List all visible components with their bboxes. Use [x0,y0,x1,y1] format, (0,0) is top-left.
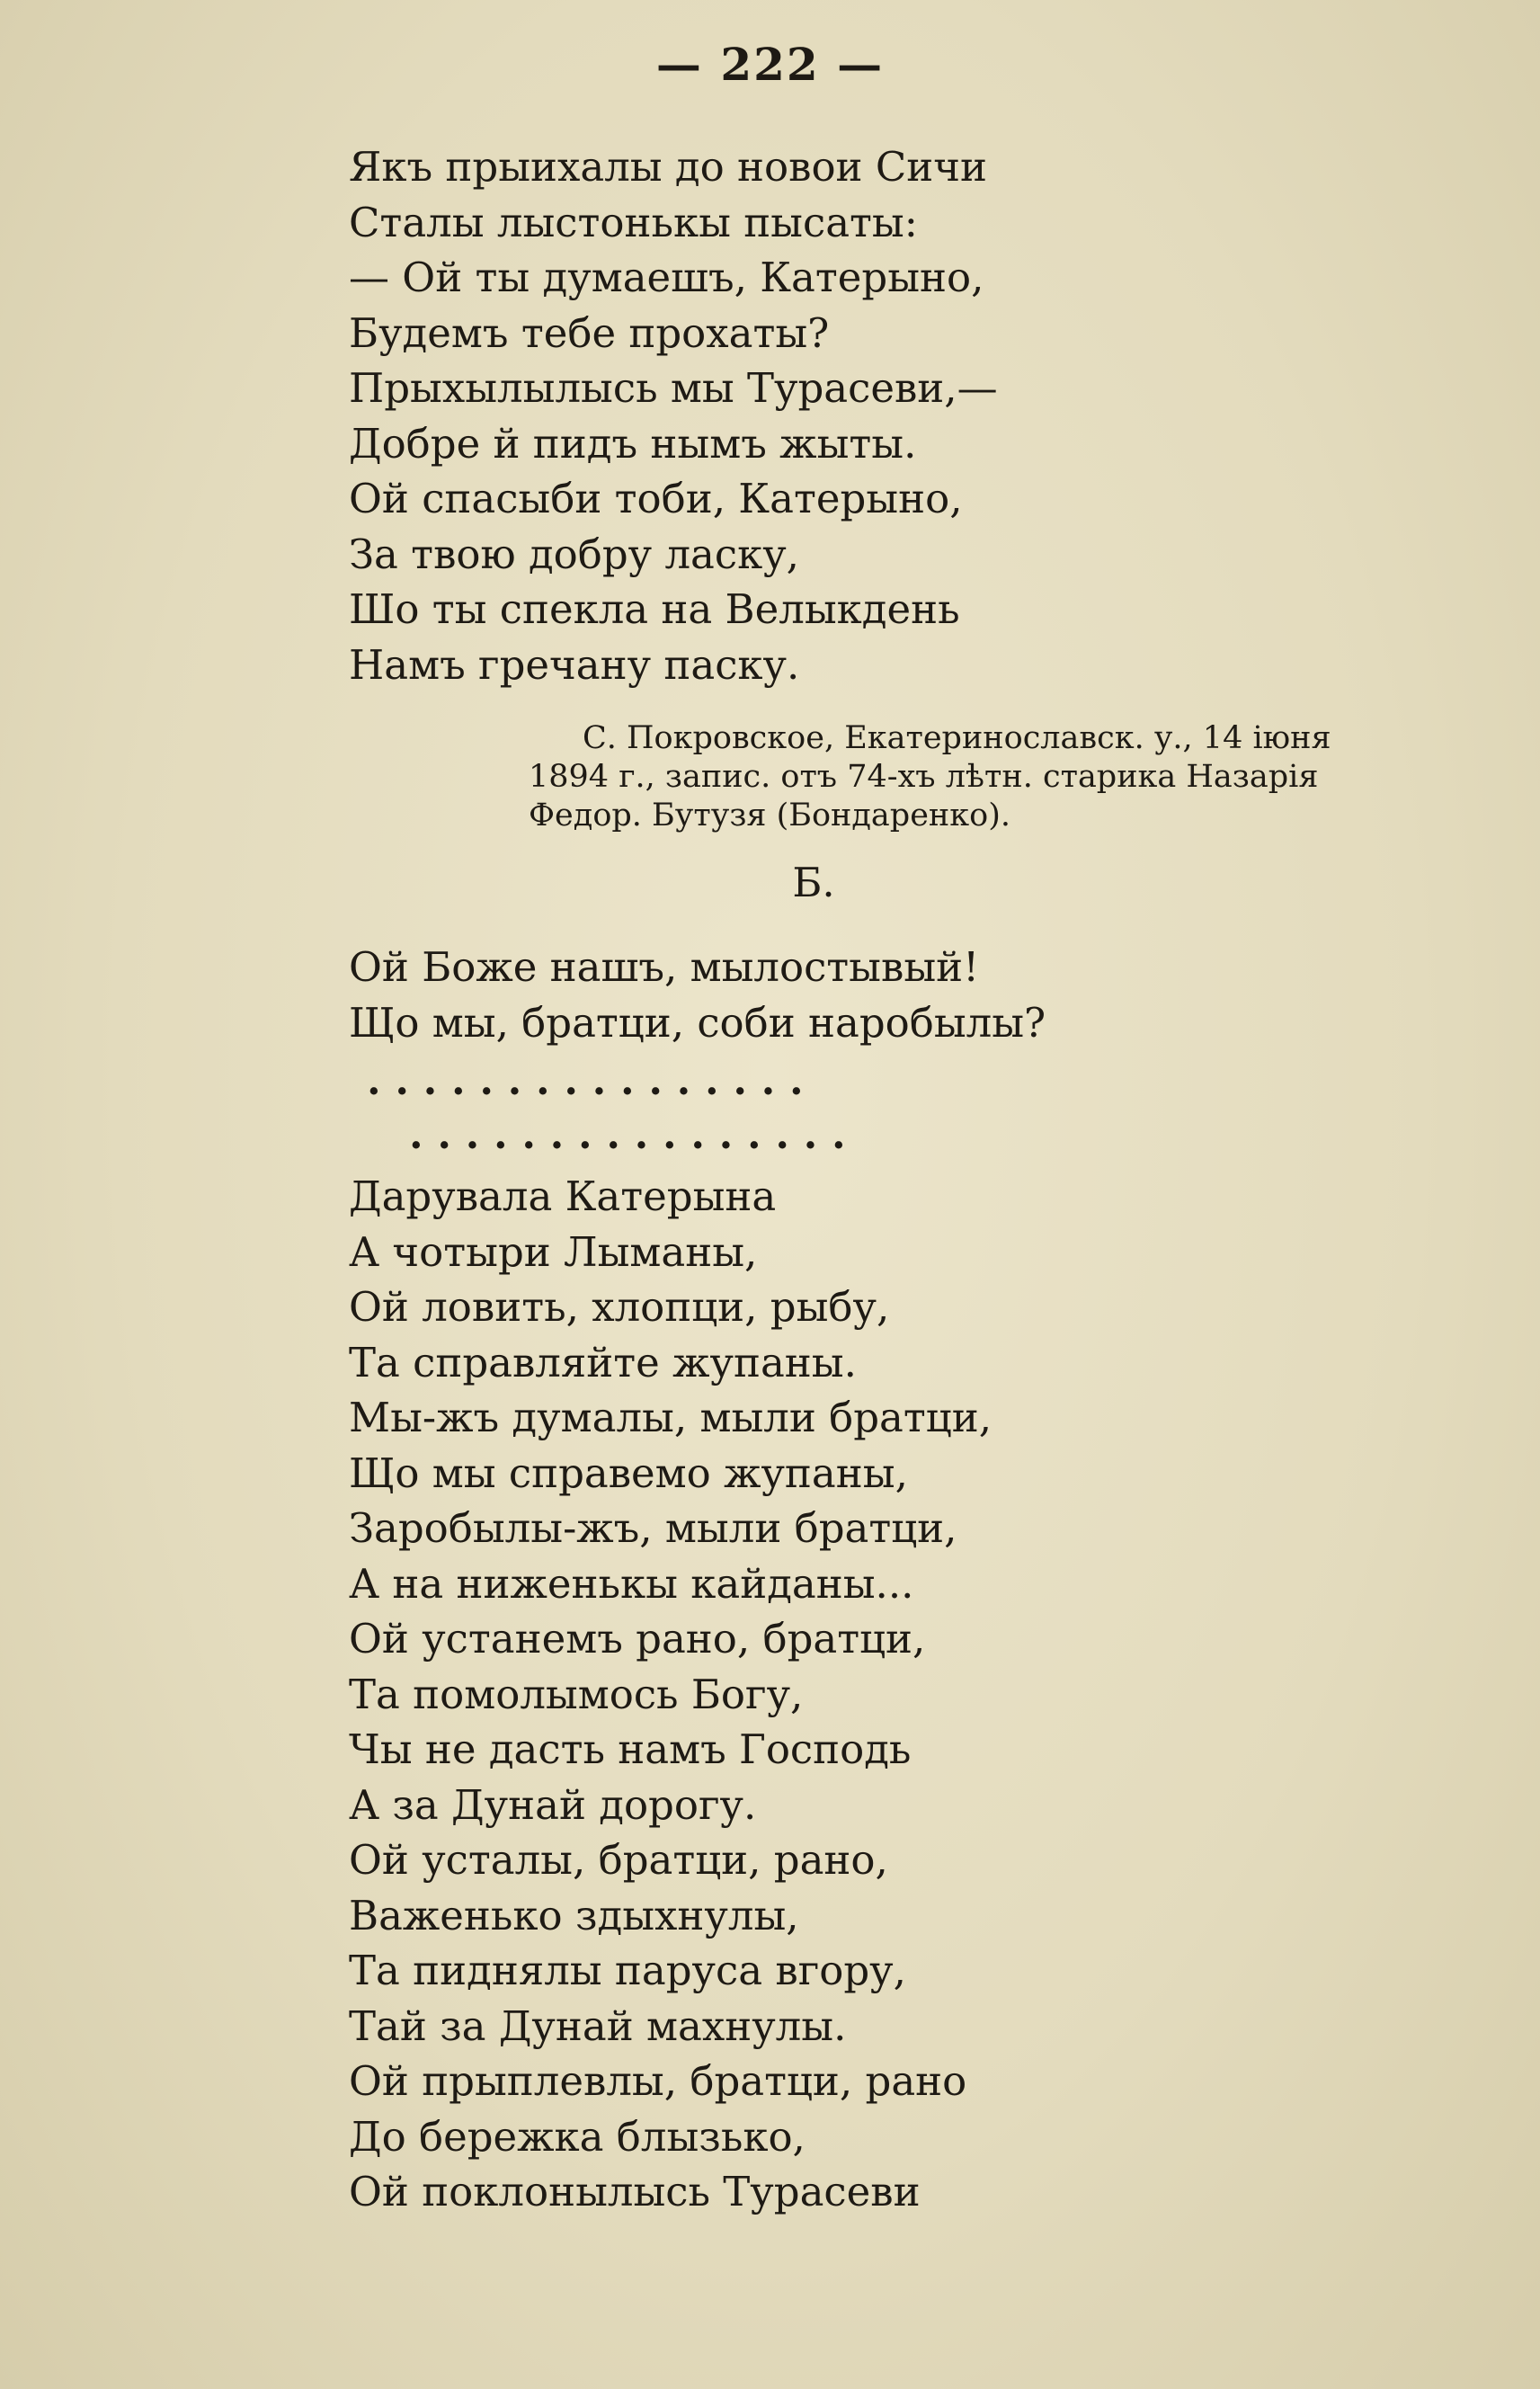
verse-line: Ой спасыби тоби, Катерыно, [349,475,963,522]
verse-line: А за Дунай дорогу. [349,1780,757,1829]
attribution-line: 1894 г., запис. отъ 74-хъ лѣтн. старика Назарія [529,759,1319,796]
verse-line: Намъ гречану паску. [349,640,800,689]
attribution-line: Федор. Бутузя (Бондаренко). [529,798,1010,834]
verse-line: Дарувала Катерына [349,1172,777,1220]
verse-line: Ой ловить, хлопци, рыбу, [349,1283,890,1331]
verse-line: Важенько здыхнулы, [349,1891,799,1939]
verse-line: Тай за Дунай махнулы. [349,2001,847,2050]
verse-line: Прыхылылысь мы Турасеви,— [349,364,998,412]
page-number: — 222 — [655,38,885,91]
verse-line: Будемъ тебе прохаты? [349,308,830,357]
verse-line: Ой усталы, братци, рано, [349,1836,888,1884]
verse-line: За твою добру ласку, [349,530,799,578]
verse-line: Чы не дасть намъ Господь [349,1725,912,1773]
verse-line: Добре й пидъ нымъ жыты. [349,419,917,468]
section-heading: Б. [792,859,835,906]
verse-line: Шо ты спекла на Велыкдень [349,585,960,633]
verse-line: Та пиднялы паруса вгору, [349,1947,906,1994]
verse-line: Що мы, братци, соби наробылы? [349,998,1046,1047]
verse-line: Ой Боже нашъ, мылостывый! [349,943,980,991]
omission-dots: . . . . . . . . . . . . . . . . [367,1056,804,1104]
verse-line: Ой прыплевлы, братци, рано [349,2057,967,2105]
verse-line: А на ниженькы кайданы... [349,1559,914,1608]
stanza-b [349,1169,992,2220]
verse-line: Заробылы-жъ, мыли братци, [349,1504,957,1552]
verse-line: Ой поклонылысь Турасеви [349,2168,921,2215]
verse-line: Та справляйте жупаны. [349,1338,857,1386]
verse-line: Ой устанемъ рано, братци, [349,1615,926,1662]
omission-dots: . . . . . . . . . . . . . . . . [409,1110,846,1158]
verse-line: Сталы лыстонькы пысаты: [349,198,918,246]
verse-line: — Ой ты думаешъ, Катерыно, [349,254,984,301]
verse-line: До бережка блызько, [349,2112,806,2161]
verse-line: Якъ прыихалы до новои Сичи [349,143,988,191]
verse-line: Мы-жъ думалы, мыли братци, [349,1394,993,1441]
verse-line: Що мы справемо жупаны, [349,1449,908,1497]
verse-line: А чотыри Лыманы, [349,1227,758,1276]
stanza-a [349,139,998,692]
attribution-line: С. Покровское, Екатеринославск. у., 14 іюня [583,720,1331,756]
stanza-b-intro [349,940,1046,1050]
source-attribution [529,719,1504,835]
verse-line: Та помолымось Богу, [349,1670,804,1718]
